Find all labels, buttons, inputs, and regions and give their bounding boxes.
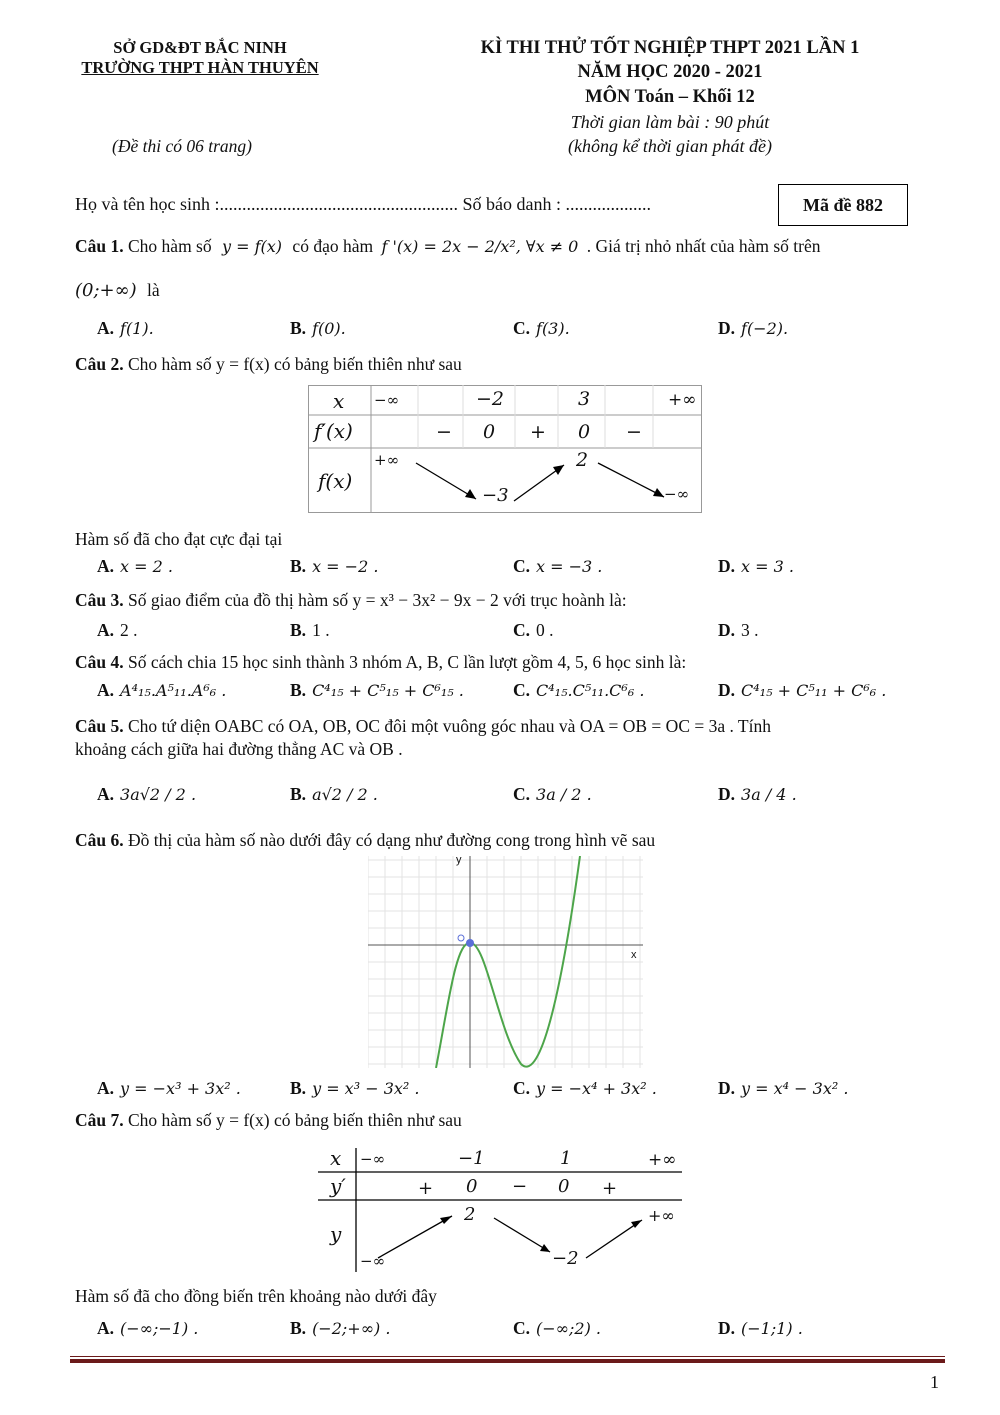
q5-option-b[interactable]: B. a√2 / 2 . [290, 784, 378, 804]
q1-option-c[interactable]: C. f(3). [513, 318, 570, 338]
q6-option-a[interactable]: A. y = −x³ + 3x² . [97, 1078, 241, 1098]
q4-label: Câu 4. [75, 652, 124, 672]
q2-deriv-sign: − [436, 421, 452, 443]
q5-option-d[interactable]: D. 3a / 4 . [718, 784, 797, 804]
graph-x-label: x [631, 949, 637, 961]
q5-option-a[interactable]: A. 3a√2 / 2 . [97, 784, 197, 804]
q4-option-c[interactable]: C. C⁴₁₅.C⁵₁₁.C⁶₆ . [513, 680, 645, 700]
q2-option-a[interactable]: A. x = 2 . [97, 556, 173, 576]
q6-label: Câu 6. [75, 830, 124, 850]
q2-f-val: −∞ [664, 485, 690, 503]
page-number: 1 [930, 1372, 939, 1392]
exam-title: KÌ THI THỬ TỐT NGHIỆP THPT 2021 LẦN 1 [480, 38, 860, 58]
q2-question: Hàm số đã cho đạt cực đại tại [75, 529, 283, 549]
q7-x-val: +∞ [648, 1150, 677, 1170]
q7-deriv-sign: 0 [558, 1176, 570, 1197]
q1-text-b: có đạo hàm [292, 236, 374, 256]
arrow-down-1 [416, 463, 476, 499]
q3-option-d[interactable]: D. 3 . [718, 620, 759, 640]
q2-deriv-sign: 0 [578, 421, 591, 443]
q2-label: Câu 2. [75, 354, 124, 374]
q7-f-val: −2 [552, 1248, 579, 1269]
q2-option-c[interactable]: C. x = −3 . [513, 556, 603, 576]
q2-variation-table [308, 385, 702, 513]
q4-text: Số cách chia 15 học sinh thành 3 nhóm A, B, C lần lượt gồm 4, 5, 6 học sinh là: [128, 652, 687, 672]
q2-deriv-sign: − [626, 421, 642, 443]
q3-label: Câu 3. [75, 590, 124, 610]
q7-variation-table [318, 1148, 682, 1272]
q7-deriv-sign: + [418, 1178, 434, 1199]
school-name: TRƯỜNG THPT HÀN THUYÊN [81, 58, 319, 77]
pages-note: (Đề thi có 06 trang) [112, 136, 252, 156]
q2-option-b[interactable]: B. x = −2 . [290, 556, 379, 576]
arrow-down-2 [598, 463, 664, 497]
q3-option-c[interactable]: C. 0 . [513, 620, 554, 640]
q7-option-a[interactable]: A. (−∞;−1) . [97, 1318, 199, 1338]
q6-graph [368, 856, 643, 1068]
q4-option-a[interactable]: A. A⁴₁₅.A⁵₁₁.A⁶₆ . [97, 680, 227, 700]
q1-func: y = f(x) [222, 237, 283, 256]
q1-derivative: f '(x) = 2x − 2/x², ∀x ≠ 0 [381, 237, 579, 256]
q4-option-d[interactable]: D. C⁴₁₅ + C⁵₁₁ + C⁶₆ . [718, 680, 887, 700]
q1-option-b[interactable]: B. f(0). [290, 318, 346, 338]
q7-deriv-sign: + [602, 1178, 618, 1199]
q7-f-val: −∞ [360, 1252, 386, 1270]
q2-x-label: x [333, 389, 345, 413]
q5-option-c[interactable]: C. 3a / 2 . [513, 784, 592, 804]
student-info-line: Họ và tên học sinh :..................................................... Số báo danh : ................... [75, 194, 651, 214]
q7-f-label: y [330, 1222, 342, 1246]
q2-text: Cho hàm số y = f(x) có bảng biến thiên như sau [128, 354, 462, 374]
graph-y-label: y [456, 854, 462, 866]
q3-text: Số giao điểm của đồ thị hàm số y = x³ − 3x² − 9x − 2 với trục hoành là: [128, 590, 627, 610]
q7-x-val: 1 [560, 1148, 572, 1169]
q4-option-b[interactable]: B. C⁴₁₅ + C⁵₁₅ + C⁶₁₅ . [290, 680, 464, 700]
footer-rule [70, 1356, 945, 1363]
q5-text-line2: khoảng cách giữa hai đường thẳng AC và OB . [75, 739, 403, 759]
q7-deriv-label: y′ [330, 1174, 346, 1198]
q2-x-val: +∞ [668, 390, 697, 410]
q7-text: Cho hàm số y = f(x) có bảng biến thiên như sau [128, 1110, 462, 1130]
q2-deriv-sign: + [530, 421, 546, 443]
q2-x-val: −2 [476, 388, 505, 410]
q7-deriv-sign: 0 [466, 1176, 478, 1197]
q6-text: Đồ thị của hàm số nào dưới đây có dạng như đường cong trong hình vẽ sau [128, 830, 656, 850]
q2-deriv-sign: 0 [483, 421, 496, 443]
arrow-down [494, 1218, 550, 1252]
origin-marker [458, 935, 464, 941]
arrow-up-1 [378, 1216, 452, 1258]
time-note: (không kể thời gian phát đề) [567, 136, 773, 156]
q1-label: Câu 1. [75, 236, 124, 256]
school-year: NĂM HỌC 2020 - 2021 [577, 62, 763, 82]
q1-interval: (0;+∞) [75, 280, 137, 301]
department-name: SỞ GD&ĐT BẮC NINH [113, 38, 287, 57]
q1-option-a[interactable]: A. f(1). [97, 318, 154, 338]
q7-option-b[interactable]: B. (−2;+∞) . [290, 1318, 391, 1338]
q3-option-b[interactable]: B. 1 . [290, 620, 330, 640]
q7-f-val: +∞ [648, 1206, 675, 1225]
q7-x-val: −∞ [360, 1150, 386, 1168]
q5-label: Câu 5. [75, 716, 124, 736]
q2-x-val: 3 [578, 388, 591, 410]
q2-option-d[interactable]: D. x = 3 . [718, 556, 794, 576]
q2-f-val: +∞ [374, 451, 400, 469]
q7-question: Hàm số đã cho đồng biến trên khoảng nào dưới đây [75, 1286, 437, 1306]
q7-x-label: x [330, 1146, 342, 1170]
q5-text-line1: Cho tứ diện OABC có OA, OB, OC đôi một vuông góc nhau và OA = OB = OC = 3a . Tính [128, 716, 771, 736]
q2-f-val: −3 [482, 485, 509, 506]
q2-x-val: −∞ [374, 391, 400, 409]
exam-code: Mã đề 882 [803, 195, 883, 215]
q1-text-a: Cho hàm số [128, 236, 212, 256]
q7-option-d[interactable]: D. (−1;1) . [718, 1318, 803, 1338]
q1-option-d[interactable]: D. f(−2). [718, 318, 789, 338]
q2-f-label: f(x) [318, 469, 353, 493]
q7-option-c[interactable]: C. (−∞;2) . [513, 1318, 601, 1338]
q7-x-val: −1 [458, 1148, 485, 1169]
q6-option-c[interactable]: C. y = −x⁴ + 3x² . [513, 1078, 657, 1098]
q1-text-c: . Giá trị nhỏ nhất của hàm số trên [586, 236, 821, 256]
q7-label: Câu 7. [75, 1110, 124, 1130]
q2-f-val: 2 [576, 449, 589, 471]
origin-point [466, 939, 474, 947]
q7-f-val: 2 [464, 1204, 476, 1225]
exam-code-box [778, 184, 908, 226]
subject: MÔN Toán – Khối 12 [585, 87, 755, 107]
q3-option-a[interactable]: A. 2 . [97, 620, 138, 640]
time-limit: Thời gian làm bài : 90 phút [570, 112, 770, 132]
q6-option-b[interactable]: B. y = x³ − 3x² . [290, 1078, 420, 1098]
q7-deriv-sign: − [512, 1176, 528, 1197]
q2-deriv-label: f′(x) [314, 419, 353, 443]
q6-option-d[interactable]: D. y = x⁴ − 3x² . [718, 1078, 849, 1098]
q1-text-d: là [147, 280, 160, 300]
